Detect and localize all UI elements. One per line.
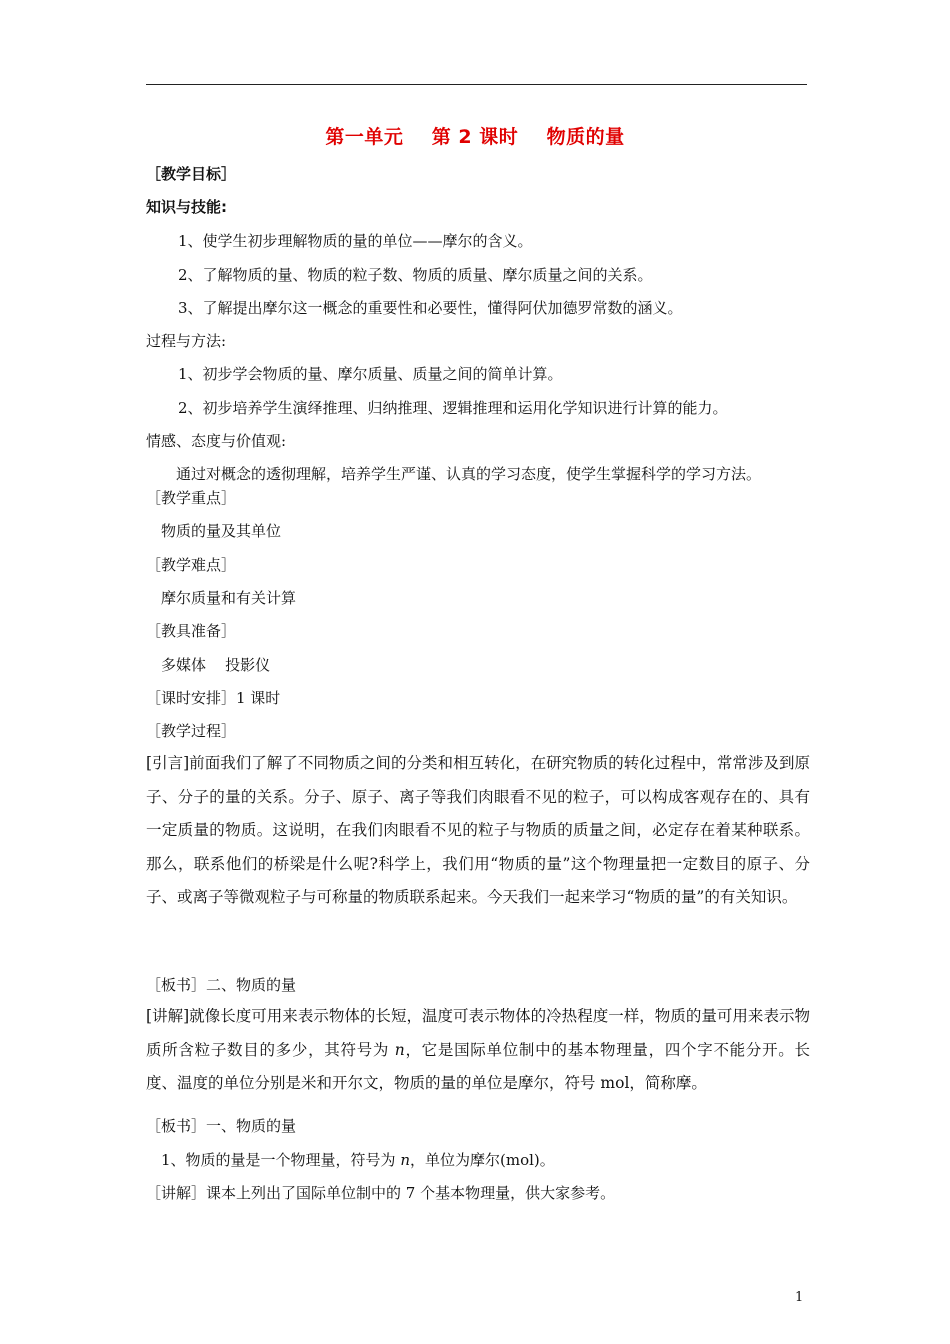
knowledge-heading: 知识与技能: (146, 198, 227, 216)
process-heading: 过程与方法: (146, 332, 227, 350)
key-points-heading: ［教学重点］ (146, 489, 237, 507)
knowledge-item-1: 1、使学生初步理解物质的量的单位——摩尔的含义。 (178, 232, 533, 250)
header-rule (146, 84, 807, 85)
knowledge-item-3: 3、了解提出摩尔这一概念的重要性和必要性，懂得阿伏加德罗常数的涵义。 (178, 299, 683, 317)
key-points-text: 物质的量及其单位 (161, 522, 282, 540)
explain-paragraph-1 (146, 1000, 810, 1101)
explain-text-2: ，它是国际单位制中的基本物理量，四个字不能分开。长度、温度的单位分别是米和开尔文，物质的量的单位是摩尔，符号 mol，简称摩。 (146, 1040, 810, 1092)
process-item-1: 1、初步学会物质的量、摩尔质量、质量之间的简单计算。 (178, 365, 563, 383)
intro-paragraph: [引言]前面我们了解了不同物质之间的分类和相互转化，在研究物质的转化过程中，常常涉及到原子、分子的量的关系。分子、原子、离子等我们肉眼看不见的粒子，可以构成客观存在的、具有一定质量的物质。这说明，在我们肉眼看不见的粒子与物质的质量之间，必定存在着某种联系。那么，联系他们的桥梁是什么呢?科学上，我们用“物质的量”这个物理量把一定数目的原子、分子、或离子等微观粒子与可称量的物质联系起来。今天我们一起来学习“物质的量”的有关知识。 (146, 754, 810, 906)
difficulties-heading: ［教学难点］ (146, 556, 237, 574)
page-number: 1 (795, 1290, 804, 1305)
definition-line (161, 1150, 555, 1170)
knowledge-item-2: 2、了解物质的量、物质的粒子数、物质的质量、摩尔质量之间的关系。 (178, 266, 653, 284)
definition-text-1: 1、物质的量是一个物理量，符号为 (161, 1151, 401, 1169)
definition-symbol-n: n (400, 1151, 410, 1169)
process-item-2: 2、初步培养学生演绎推理、归纳推理、逻辑推理和运用化学知识进行计算的能力。 (178, 399, 728, 417)
tools-text: 多媒体 投影仪 (161, 656, 271, 674)
objectives-heading: ［教学目标］ (146, 165, 237, 183)
board-note-1: ［板书］二、物质的量 (146, 976, 297, 994)
schedule-line: ［课时安排］1 课时 (146, 689, 281, 707)
tools-heading: ［教具准备］ (146, 622, 237, 640)
difficulties-text: 摩尔质量和有关计算 (161, 589, 297, 607)
emotion-text: 通过对概念的透彻理解，培养学生严谨、认真的学习态度，使学生掌握科学的学习方法。 (176, 465, 762, 483)
explain-line-2: ［讲解］课本上列出了国际单位制中的 7 个基本物理量，供大家参考。 (146, 1184, 616, 1202)
emotion-heading: 情感、态度与价值观: (146, 432, 287, 450)
process-section-heading: ［教学过程］ (146, 722, 237, 740)
definition-text-2: ，单位为摩尔(mol)。 (410, 1151, 555, 1169)
symbol-n: n (394, 1040, 405, 1059)
board-note-2: ［板书］一、物质的量 (146, 1117, 297, 1135)
explain-text-1: [讲解]就像长度可用来表示物体的长短，温度可表示物体的冷热程度一样，物质的量可用来表示物质所含粒子数目的多少，其符号为 (146, 1007, 810, 1059)
page-title: 第一单元 第 2 课时 物质的量 (325, 126, 625, 148)
